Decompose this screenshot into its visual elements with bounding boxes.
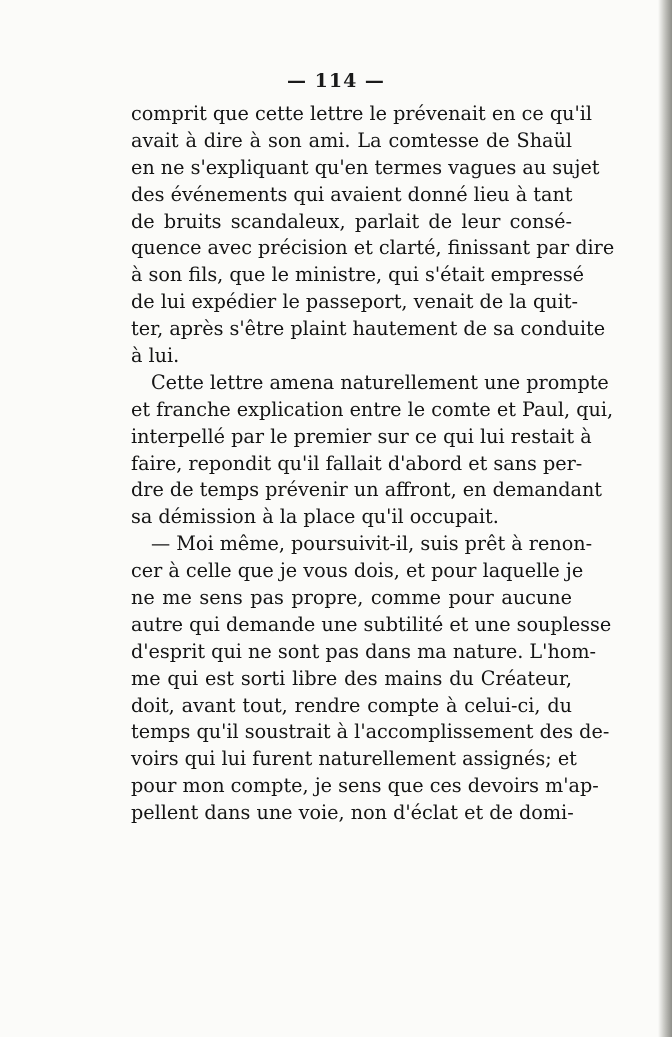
text-line: temps qu'il soustrait à l'accomplissement des de-: [131, 720, 610, 744]
paragraph-1: [131, 101, 615, 370]
text-line: avait à dire à son ami. La comtesse de Shaül: [131, 128, 572, 152]
text-line: en ne s'expliquant qu'en termes vagues au sujet: [131, 155, 600, 179]
text-line: ne me sens pas propre, comme pour aucune: [131, 586, 572, 610]
text-line: pellent dans une voie, non d'éclat et de domi-: [131, 801, 574, 825]
text-line: pour mon compte, je sens que ces devoirs m'ap-: [131, 774, 599, 798]
paragraph-3: [131, 531, 612, 827]
body-text: [131, 101, 615, 827]
text-line: sa démission à la place qu'il occupait.: [131, 505, 499, 529]
text-line: quence avec précision et clarté, finissant par dire: [131, 236, 615, 260]
text-line: autre qui demande une subtilité et une souplesse: [131, 612, 612, 636]
text-line: ter, après s'être plaint hautement de sa conduite: [131, 317, 606, 341]
page-edge-shadow: [658, 0, 672, 1037]
text-line: d'esprit qui ne sont pas dans ma nature. L'hom-: [131, 639, 597, 663]
text-line: faire, repondit qu'il fallait d'abord et sans per-: [131, 451, 583, 475]
text-line: de bruits scandaleux, parlait de leur consé-: [131, 209, 572, 233]
text-line: comprit que cette lettre le prévenait en ce qu'il: [131, 102, 593, 125]
text-line: à lui.: [131, 344, 180, 368]
page-number: — 114 —: [287, 70, 385, 92]
text-line: des événements qui avaient donné lieu à tant: [131, 182, 573, 206]
text-line: de lui expédier le passeport, venait de la quit-: [131, 290, 578, 314]
text-line: à son fils, que le ministre, qui s'était empressé: [131, 263, 585, 287]
text-line: voirs qui lui furent naturellement assignés; et: [131, 747, 577, 771]
text-line: Cette lettre amena naturellement une prompte: [151, 370, 609, 394]
text-line: me qui est sorti libre des mains du Créateur,: [131, 666, 572, 690]
text-line: doit, avant tout, rendre compte à celui-ci, du: [131, 693, 572, 717]
text-line: interpellé par le premier sur ce qui lui restait à: [131, 424, 592, 448]
paragraph-2: [131, 370, 614, 531]
text-line: et franche explication entre le comte et Paul, qui,: [131, 397, 614, 421]
text-line: cer à celle que je vous dois, et pour laquelle je: [131, 559, 584, 583]
text-line: — Moi même, poursuivit-il, suis prêt à renon-: [151, 532, 593, 556]
text-line: dre de temps prévenir un affront, en demandant: [131, 478, 603, 502]
